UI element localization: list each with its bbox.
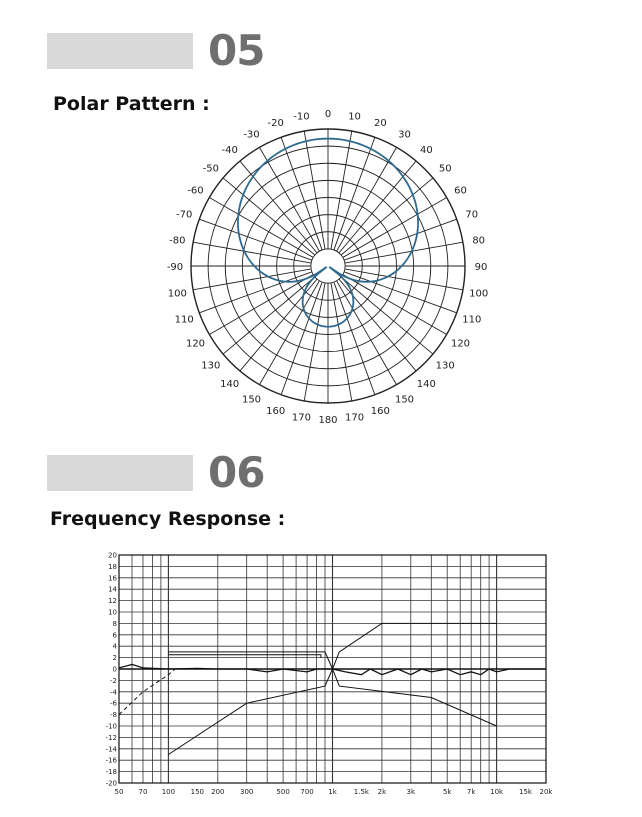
polar-angle-label: 20 bbox=[373, 118, 387, 130]
polar-spoke bbox=[260, 147, 320, 251]
fr-x-tick-label: 70 bbox=[138, 788, 148, 796]
polar-angle-label: 150 bbox=[241, 394, 262, 406]
fr-y-tick-label: 20 bbox=[108, 551, 117, 560]
polar-angle-label: -60 bbox=[187, 185, 204, 197]
polar-spoke bbox=[304, 283, 325, 401]
section-06-bar bbox=[47, 455, 193, 491]
fr-y-tick-label: 12 bbox=[108, 597, 117, 606]
polar-angle-label: 170 bbox=[345, 412, 365, 424]
polar-spoke bbox=[343, 198, 447, 258]
polar-ring bbox=[311, 249, 345, 283]
polar-spoke bbox=[209, 275, 313, 335]
polar-angle-label: 100 bbox=[167, 288, 187, 300]
fr-x-tick-label: 100 bbox=[161, 788, 176, 796]
polar-angle-label: 10 bbox=[348, 111, 361, 123]
polar-spoke bbox=[339, 161, 416, 253]
fr-x-tick-label: 500 bbox=[276, 788, 290, 796]
polar-spoke bbox=[209, 198, 313, 258]
polar-spoke bbox=[334, 137, 375, 250]
polar-spoke bbox=[344, 272, 457, 313]
polar-grid bbox=[191, 129, 465, 403]
polar-angle-label: 160 bbox=[266, 405, 286, 417]
fr-y-tick-label: 8 bbox=[112, 619, 117, 628]
fr-y-tick-label: 14 bbox=[108, 585, 117, 594]
fr-x-tick-label: 2k bbox=[377, 788, 387, 796]
fr-y-tick-label: -4 bbox=[110, 688, 117, 697]
polar-spoke bbox=[343, 275, 447, 335]
polar-angle-label: 120 bbox=[185, 338, 206, 350]
polar-spoke bbox=[223, 178, 315, 255]
polar-angle-label: 140 bbox=[220, 379, 240, 391]
polar-spoke bbox=[199, 219, 312, 260]
polar-angle-label: 130 bbox=[201, 360, 221, 372]
polar-angle-label: -40 bbox=[221, 144, 238, 156]
frequency-response-title: Frequency Response : bbox=[50, 508, 286, 530]
polar-angle-label: 100 bbox=[469, 288, 489, 300]
fr-y-tick-label: -6 bbox=[110, 699, 117, 708]
fr-x-tick-label: 15k bbox=[519, 788, 532, 796]
polar-spoke bbox=[240, 279, 317, 371]
polar-angle-label: -70 bbox=[176, 209, 193, 221]
polar-spoke bbox=[341, 178, 433, 255]
polar-angle-label: 30 bbox=[398, 129, 411, 141]
polar-spoke bbox=[345, 242, 463, 263]
polar-pattern-title: Polar Pattern : bbox=[53, 93, 210, 115]
fr-x-tick-label: 1.5k bbox=[353, 788, 369, 796]
fr-y-tick-label: -12 bbox=[105, 733, 117, 742]
polar-angle-label: 160 bbox=[370, 405, 390, 417]
polar-spoke bbox=[344, 219, 457, 260]
fr-x-tick-label: 150 bbox=[190, 788, 204, 796]
fr-x-tick-label: 7k bbox=[466, 788, 476, 796]
fr-y-tick-label: 6 bbox=[112, 631, 117, 640]
fr-y-tick-label: 18 bbox=[108, 562, 117, 571]
polar-angle-label: 60 bbox=[454, 185, 467, 197]
fr-y-tick-label: -10 bbox=[105, 722, 117, 731]
polar-spoke bbox=[331, 283, 352, 401]
fr-x-tick-label: 20k bbox=[539, 788, 553, 796]
polar-angle-label: 150 bbox=[394, 394, 415, 406]
polar-angle-label: 80 bbox=[472, 235, 486, 247]
polar-spoke bbox=[260, 281, 320, 385]
polar-spoke bbox=[193, 242, 311, 263]
section-06-number: 06 bbox=[208, 448, 265, 497]
fr-y-tick-label: -18 bbox=[105, 768, 117, 777]
fr-y-tick-label: 2 bbox=[112, 654, 117, 663]
fr-series-line bbox=[168, 655, 321, 658]
polar-spoke bbox=[199, 272, 312, 313]
fr-y-tick-label: 16 bbox=[108, 574, 117, 583]
fr-x-tick-label: 10k bbox=[490, 788, 504, 796]
fr-y-tick-label: -16 bbox=[105, 756, 117, 765]
polar-spoke bbox=[223, 277, 315, 354]
polar-angle-label: 40 bbox=[419, 144, 433, 156]
polar-spoke bbox=[334, 282, 375, 395]
polar-angle-label: -80 bbox=[169, 235, 186, 247]
fr-y-tick-label: 10 bbox=[108, 608, 117, 617]
polar-angle-label: -20 bbox=[267, 118, 284, 130]
fr-y-tick-label: -14 bbox=[105, 745, 117, 754]
polar-angle-label: 180 bbox=[318, 415, 338, 426]
polar-spoke bbox=[339, 279, 416, 371]
polar-spoke bbox=[345, 269, 463, 290]
fr-y-tick-label: 0 bbox=[112, 665, 117, 674]
polar-angle-label: -30 bbox=[243, 129, 260, 141]
polar-angle-label: 70 bbox=[465, 209, 479, 221]
polar-angle-label: 90 bbox=[474, 262, 488, 273]
fr-x-tick-label: 1k bbox=[328, 788, 337, 796]
polar-spoke bbox=[281, 282, 322, 395]
fr-y-tick-label: -8 bbox=[110, 711, 117, 720]
polar-spoke bbox=[331, 131, 352, 249]
polar-spoke bbox=[304, 131, 325, 249]
polar-angle-label: 170 bbox=[291, 412, 311, 424]
polar-angle-label: 110 bbox=[174, 314, 194, 326]
polar-angle-label: -50 bbox=[202, 163, 219, 175]
fr-x-tick-label: 200 bbox=[211, 788, 225, 796]
polar-spoke bbox=[337, 281, 397, 385]
polar-angle-label: 140 bbox=[416, 379, 436, 391]
fr-x-tick-label: 3k bbox=[406, 788, 416, 796]
fr-y-tick-label: -2 bbox=[110, 676, 117, 685]
frequency-response-chart bbox=[0, 537, 642, 817]
fr-y-tick-label: 4 bbox=[112, 642, 117, 651]
polar-angle-label: -10 bbox=[293, 111, 310, 123]
polar-angle-label: 50 bbox=[438, 163, 452, 175]
section-05-bar bbox=[47, 33, 193, 69]
polar-spoke bbox=[341, 277, 433, 354]
polar-spoke bbox=[240, 161, 317, 253]
polar-spoke bbox=[337, 147, 397, 251]
fr-x-tick-label: 5k bbox=[442, 788, 452, 796]
fr-x-tick-label: 700 bbox=[300, 788, 314, 796]
polar-angle-label: 120 bbox=[450, 338, 471, 350]
polar-angle-label: -90 bbox=[166, 262, 184, 273]
polar-angle-label: 0 bbox=[324, 110, 332, 120]
polar-angle-label: 130 bbox=[435, 360, 455, 372]
section-05-number: 05 bbox=[208, 26, 265, 75]
fr-y-tick-label: -20 bbox=[105, 779, 117, 788]
fr-x-tick-label: 300 bbox=[240, 788, 254, 796]
polar-spoke bbox=[281, 137, 322, 250]
polar-angle-label: 110 bbox=[462, 314, 482, 326]
fr-x-tick-label: 50 bbox=[114, 788, 124, 796]
polar-spoke bbox=[193, 269, 311, 290]
